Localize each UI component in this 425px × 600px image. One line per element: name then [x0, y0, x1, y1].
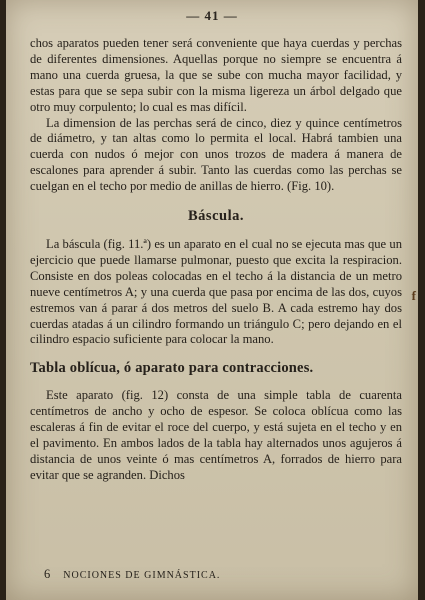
body-text	[30, 36, 402, 484]
page-footer	[44, 567, 220, 582]
paragraph-bascula: La báscula (fig. 11.ª) es un aparato en el cual no se ejecuta mas que un ejercicio que puede llamarse pulmonar, puesto que excita la respiracion. Consiste en dos poleas colocadas en el techo á la distancia de un metro nueve centímetros A; y una cuerda que pasa por encima de las dos, cuyos estremos van á parar á dos metros del suelo B. A cada estremo hay dos cuerdas atadas á un cilindro formando un triángulo C; pero dejando en el cilindro espacio suficiente para colocar la mano.	[30, 236, 402, 347]
running-title: NOCIONES DE GIMNÁSTICA.	[63, 570, 221, 581]
section-title-tabla: Tabla oblícua, ó aparato para contracciones.	[30, 360, 314, 377]
paragraph-continued: chos aparatos pueden tener será conveniente que haya cuerdas y perchas de diferentes dimensiones. Aquellas porque no siempre se encuentra á mano una cuerda gruesa, la que se sube con mucha mayor facilidad, y estas para que se sepa subir con la misma ligereza un árbol delgado que otro muy corpulento; lo cual es mas difícil.	[30, 36, 402, 114]
section-title-bascula: Báscula.	[188, 208, 244, 225]
book-page	[6, 0, 418, 600]
page-number: — 41 —	[186, 8, 238, 23]
paragraph-perchas: La dimension de las perchas será de cinco, diez y quince centímetros de diámetro, y tan altas como lo permita el local. Habrá tambien una cuerda con nudos ó mejor con unos trozos de madera á manera de escalones para aprender á subir. Tanto las cuerdas como las perchas se cuelgan en el techo por medio de anillas de hierro. (Fig. 10).	[30, 115, 402, 194]
margin-mark: f	[411, 288, 416, 303]
signature-mark: 6	[44, 567, 52, 581]
paragraph-tabla: Este aparato (fig. 12) consta de una simple tabla de cuarenta centímetros de ancho y ocho de espesor. Se coloca oblícua como las escaleras á fin de evitar el roce del cuerpo, y está sujeta en el techo y en el pavimento. En ambos lados de la tabla hay alternados unos agujeros á distancia de unos veinte ó mas centímetros A, forrados de hierro para evitar que se agranden. Dichos	[30, 388, 402, 482]
